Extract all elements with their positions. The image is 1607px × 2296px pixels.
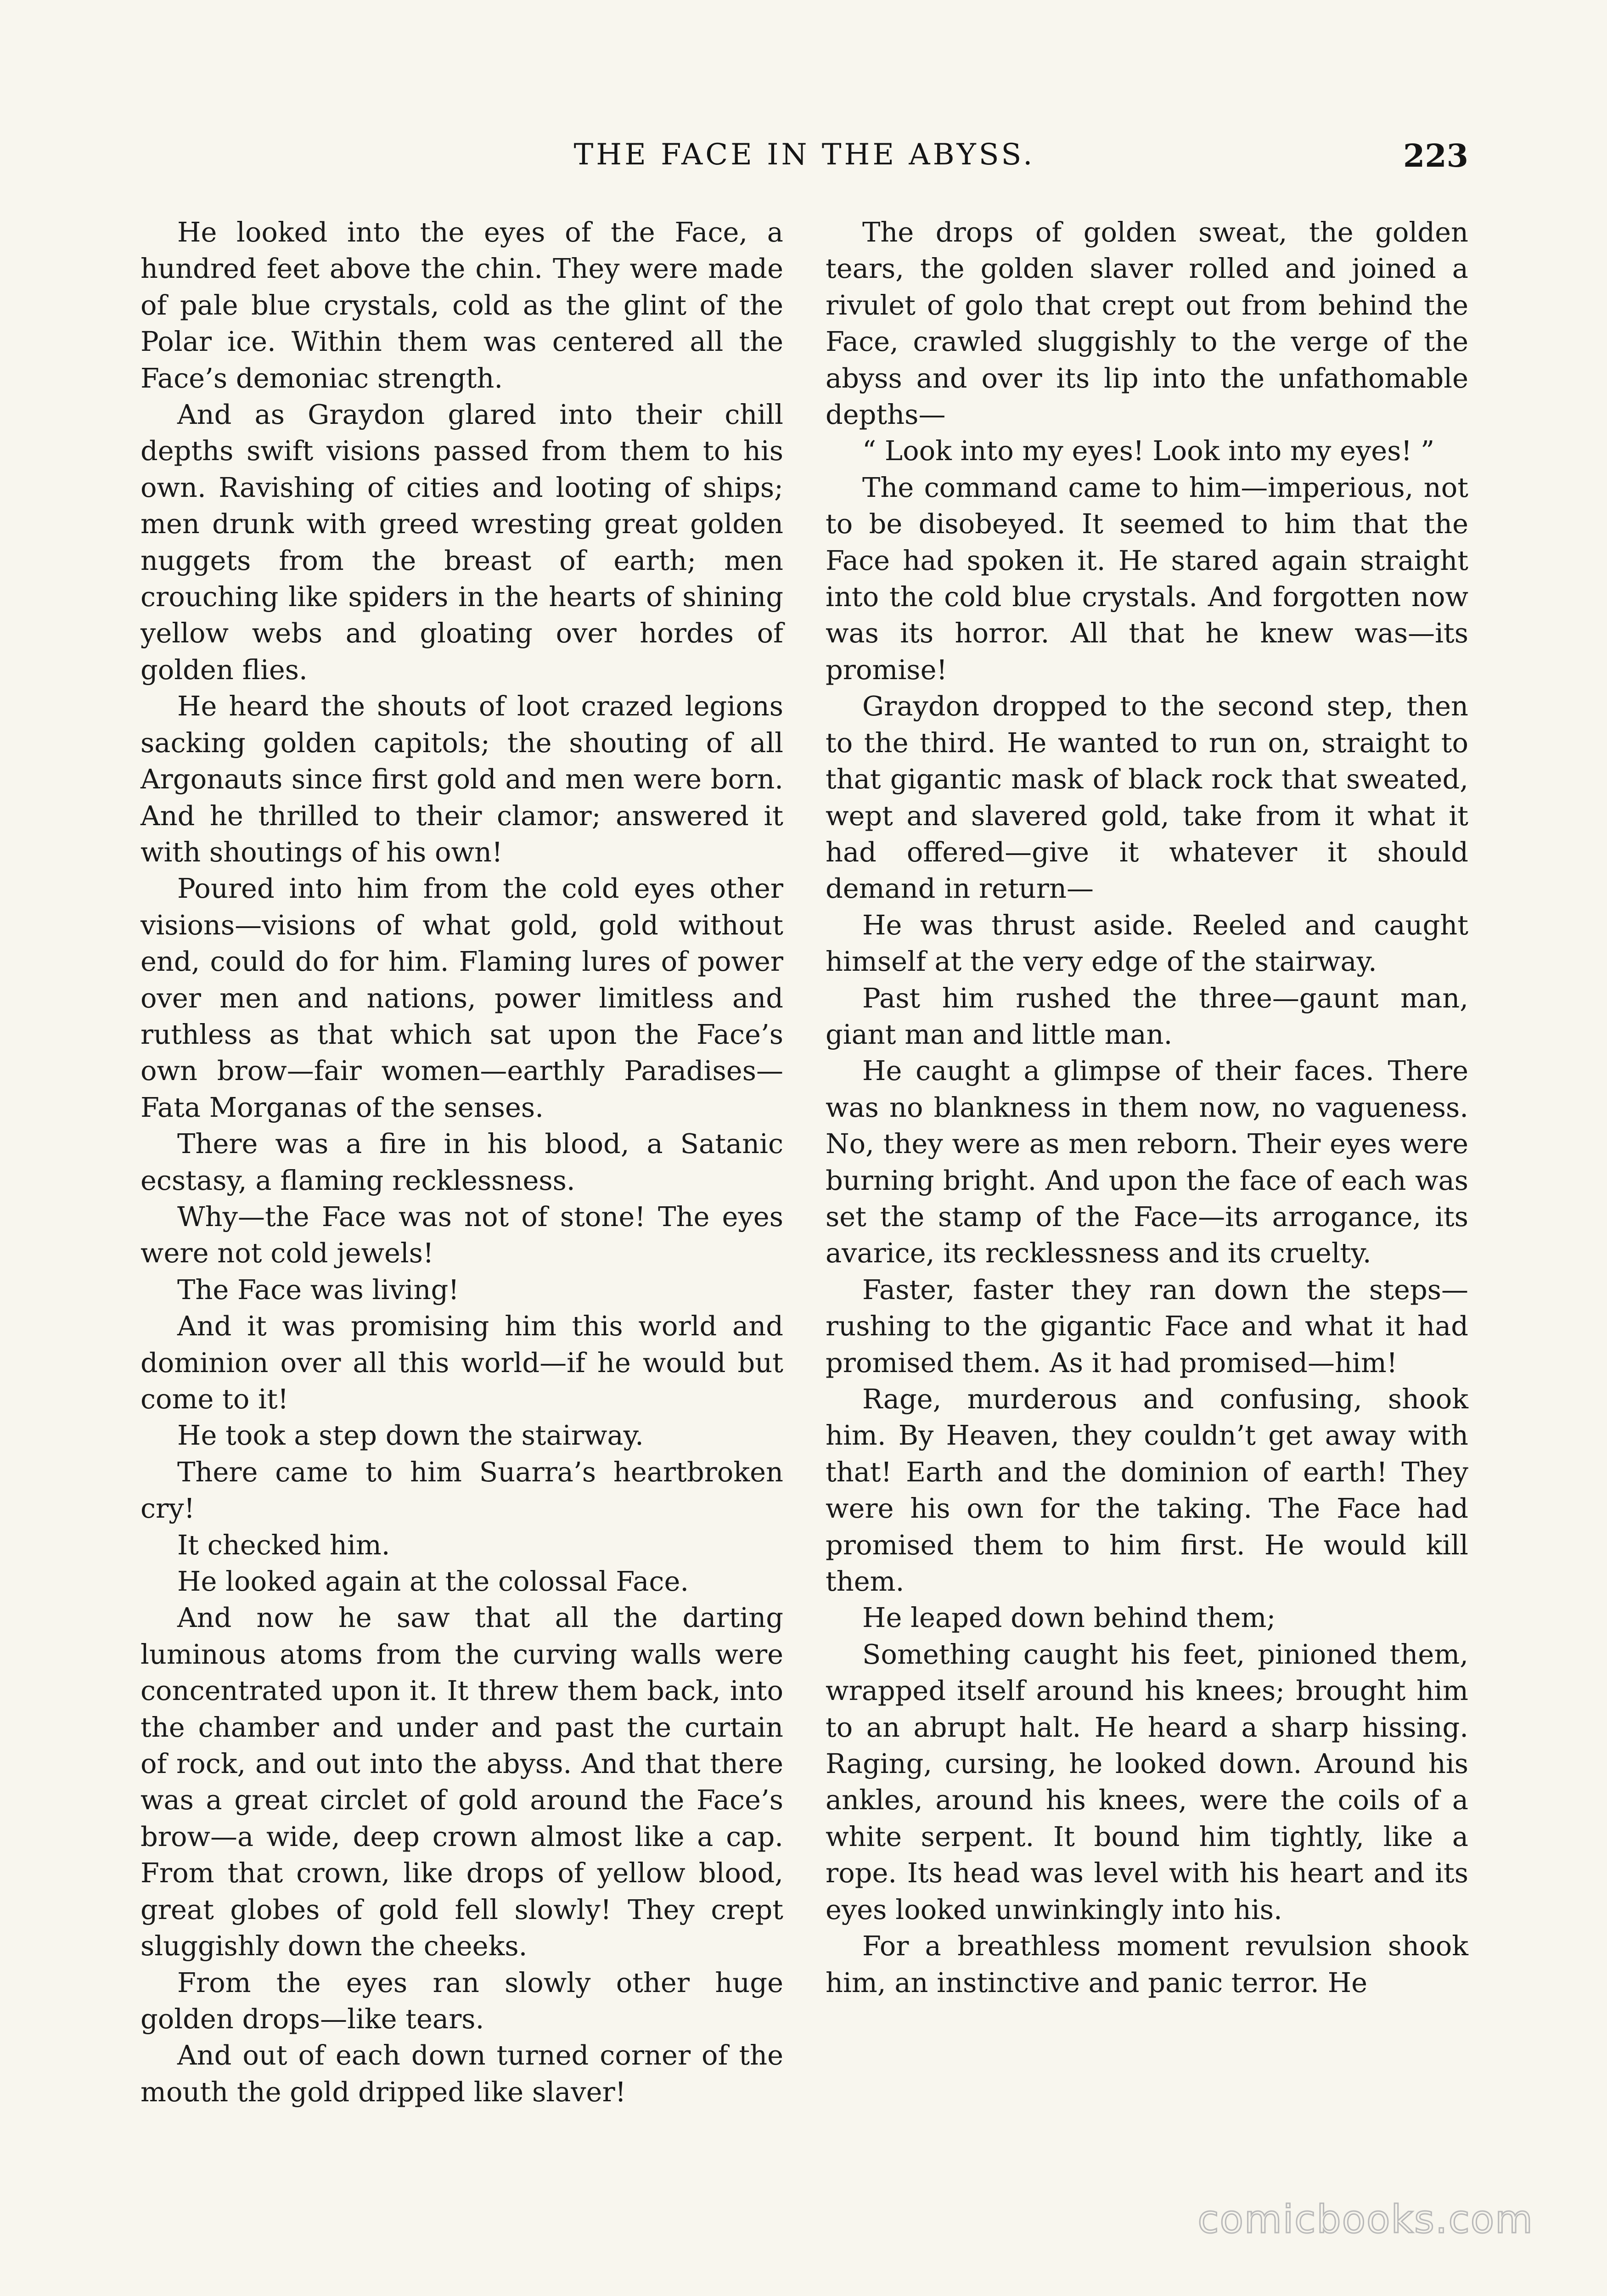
paragraph: And as Graydon glared into their chill depths swift visions passed from them to his own. Ravishing of cities and looting of ships; men drunk with greed wresting great golden nuggets from the breast of earth; men crouching like spiders in the hearts of shining yellow webs and gloating over hordes of golden flies.	[140, 399, 783, 686]
running-head	[140, 138, 1468, 188]
paragraph: Why—the Face was not of stone! The eyes were not cold jewels!	[140, 1200, 783, 1269]
right-column	[826, 214, 1468, 2001]
paragraph: He caught a glimpse of their faces. There was no blankness in them now, no vagueness. No, they were as men reborn. Their eyes were burning bright. And upon the face of each was set the stamp of the Face—its arrogance, its avarice, its recklessness and its cruelty.	[826, 1055, 1468, 1269]
paragraph: The command came to him—imperious, not to be disobeyed. It seemed to him that the Face had spoken it. He stared again straight into the cold blue crystals. And forgotten now was its horror. All that he knew was—its promise!	[826, 471, 1468, 686]
paragraph: Poured into him from the cold eyes other visions—visions of what gold, gold without end, could do for him. Flaming lures of power over men and nations, power limitless and ruthless as that which sat upon the Face’s own brow—fair women—earthly Paradises—Fata Morganas of the senses.	[140, 872, 783, 1123]
paragraph: And now he saw that all the darting luminous atoms from the curving walls were concentrated upon it. It threw them back, into the chamber and under and past the curtain of rock, and out into the abyss. And that there was a great circlet of gold around the Face’s brow—a wide, deep crown almost like a cap. From that crown, like drops of yellow blood, great globes of gold fell slowly! They crept sluggishly down the cheeks.	[140, 1602, 783, 1962]
paragraph: He heard the shouts of loot crazed legions sacking golden capitols; the shouting of all Argonauts since first gold and men were born. And he thrilled to their clamor; answered it with shoutings of his own!	[140, 690, 783, 868]
paragraph: There was a fire in his blood, a Satanic ecstasy, a flaming recklessness.	[140, 1128, 783, 1196]
paragraph: He was thrust aside. Reeled and caught himself at the very edge of the stairway.	[826, 909, 1468, 978]
page-title: THE FACE IN THE ABYSS.	[573, 138, 1035, 172]
paragraph: For a breathless moment revulsion shook him, an instinctive and panic terror. He	[826, 1930, 1468, 1998]
paragraph: Something caught his feet, pinioned them, wrapped itself around his knees; brought him to an abrupt halt. He heard a sharp hissing. Raging, cursing, he looked down. Around his ankles, around his knees, were the coils of a white serpent. It bound him tightly, like a rope. Its head was level with his heart and its eyes looked unwinkingly into his.	[826, 1638, 1468, 1925]
page-number: 223	[1403, 138, 1468, 174]
paragraph: The Face was living!	[177, 1273, 459, 1306]
paragraph: He leaped down behind them;	[862, 1602, 1276, 1634]
paragraph: Past him rushed the three—gaunt man, giant man and little man.	[826, 982, 1468, 1050]
paragraph: And it was promising him this world and dominion over all this world—if he would but come to it!	[140, 1310, 783, 1415]
paragraph: “ Look into my eyes! Look into my eyes! ”	[862, 435, 1435, 467]
paragraph: He took a step down the stairway.	[177, 1419, 644, 1452]
paragraph: From the eyes ran slowly other huge golden drops—like tears.	[140, 1966, 783, 2035]
paragraph: He looked into the eyes of the Face, a hundred feet above the chin. They were made of pale blue crystals, cold as the glint of the Polar ice. Within them was centered all the Face’s demoniac strength.	[140, 216, 783, 394]
paragraph: It checked him.	[177, 1529, 390, 1561]
paragraph: And out of each down turned corner of the mouth the gold dripped like slaver!	[140, 2039, 783, 2108]
paragraph: The drops of golden sweat, the golden tears, the golden slaver rolled and joined a rivulet of golo that crept out from behind the Face, crawled sluggishly to the verge of the abyss and over its lip into the unfathomable depths—	[826, 216, 1468, 431]
paragraph: Faster, faster they ran down the steps—rushing to the gigantic Face and what it had promised them. As it had promised—him!	[826, 1273, 1468, 1379]
left-column	[140, 214, 783, 2110]
paragraph: He looked again at the colossal Face.	[177, 1565, 689, 1598]
site-watermark: comicbooks.com	[1197, 2197, 1534, 2242]
paragraph: There came to him Suarra’s heartbroken cry!	[140, 1456, 783, 1525]
paragraph: Rage, murderous and confusing, shook him. By Heaven, they couldn’t get away with that! Earth and the dominion of earth! They were his own for the taking. The Face had promised them to him first. He would kill them.	[826, 1383, 1468, 1598]
paragraph: Graydon dropped to the second step, then to the third. He wanted to run on, straight to that gigantic mask of black rock that sweated, wept and slavered gold, take from it what it had offered—give it whatever it should demand in return—	[826, 690, 1468, 905]
